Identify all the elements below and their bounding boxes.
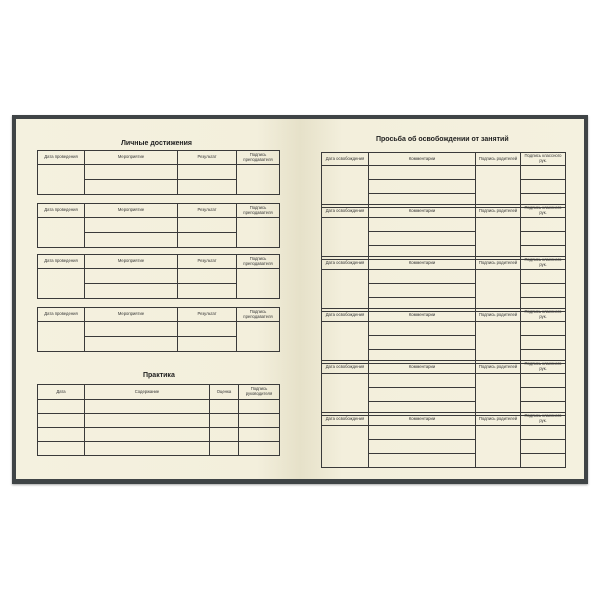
blank-cell[interactable]: [210, 442, 239, 456]
blank-cell[interactable]: [369, 336, 476, 350]
table-header-row: [322, 205, 566, 218]
header-cell: Подпись классного рук.: [521, 361, 566, 374]
achievement-table: [37, 203, 280, 248]
blank-cell[interactable]: [85, 218, 178, 233]
table-row: [38, 322, 280, 337]
blank-cell[interactable]: [239, 428, 280, 442]
blank-cell[interactable]: [476, 374, 521, 416]
blank-cell[interactable]: [369, 440, 476, 454]
header-cell: Подпись родителей: [476, 309, 521, 322]
blank-cell[interactable]: [476, 426, 521, 468]
header-cell: Комментарии: [369, 257, 476, 270]
blank-cell[interactable]: [521, 388, 566, 402]
right-page: [300, 119, 584, 479]
blank-cell[interactable]: [521, 218, 566, 232]
header-cell: Подпись классного рук.: [521, 309, 566, 322]
header-cell: Подпись классного рук.: [521, 413, 566, 426]
table-row: [38, 269, 280, 284]
blank-cell[interactable]: [178, 322, 237, 337]
blank-cell[interactable]: [521, 336, 566, 350]
header-cell: Дата освобождения: [322, 309, 369, 322]
blank-cell[interactable]: [178, 180, 237, 195]
blank-cell[interactable]: [521, 440, 566, 454]
header-cell: Результат: [178, 204, 237, 218]
blank-cell[interactable]: [476, 218, 521, 260]
table-row: [322, 218, 566, 232]
header-cell: Дата освобождения: [322, 413, 369, 426]
blank-cell[interactable]: [210, 414, 239, 428]
blank-cell[interactable]: [322, 374, 369, 416]
table-row: [38, 400, 280, 414]
blank-cell[interactable]: [38, 442, 85, 456]
blank-cell[interactable]: [369, 270, 476, 284]
achievements-title: Личные достижения: [121, 140, 192, 147]
blank-cell[interactable]: [476, 322, 521, 364]
blank-cell[interactable]: [38, 218, 85, 248]
table-row: [322, 166, 566, 180]
blank-cell[interactable]: [38, 400, 85, 414]
blank-cell[interactable]: [369, 426, 476, 440]
table-header-row: [38, 385, 280, 400]
achievement-table: [37, 307, 280, 352]
blank-cell[interactable]: [210, 428, 239, 442]
absence-title: Просьба об освобождении от занятий: [376, 136, 509, 143]
blank-cell[interactable]: [476, 270, 521, 312]
blank-cell[interactable]: [369, 218, 476, 232]
header-cell: Мероприятие: [85, 204, 178, 218]
blank-cell[interactable]: [521, 426, 566, 440]
table-row: [38, 428, 280, 442]
blank-cell[interactable]: [85, 284, 178, 299]
header-cell: Дата проведения: [38, 308, 85, 322]
header-cell: Подпись классного рук.: [521, 205, 566, 218]
blank-cell[interactable]: [237, 322, 280, 352]
table-row: [38, 165, 280, 180]
header-cell: Комментарии: [369, 205, 476, 218]
blank-cell[interactable]: [237, 165, 280, 195]
header-cell: Подпись классного рук.: [521, 257, 566, 270]
blank-cell[interactable]: [521, 374, 566, 388]
header-cell: Подпись родителей: [476, 153, 521, 166]
header-cell: Мероприятие: [85, 151, 178, 165]
blank-cell[interactable]: [178, 269, 237, 284]
blank-cell[interactable]: [369, 322, 476, 336]
blank-cell[interactable]: [369, 166, 476, 180]
header-cell: Комментарии: [369, 153, 476, 166]
header-cell: Результат: [178, 151, 237, 165]
header-cell: Дата освобождения: [322, 257, 369, 270]
blank-cell[interactable]: [85, 428, 210, 442]
practice-title: Практика: [143, 372, 175, 379]
blank-cell[interactable]: [85, 165, 178, 180]
achievement-table: [37, 254, 280, 299]
blank-cell[interactable]: [369, 388, 476, 402]
blank-cell[interactable]: [178, 284, 237, 299]
blank-cell[interactable]: [38, 414, 85, 428]
table-header-row: [322, 309, 566, 322]
blank-cell[interactable]: [85, 337, 178, 352]
header-cell: Комментарии: [369, 413, 476, 426]
blank-cell[interactable]: [521, 284, 566, 298]
header-cell: Мероприятие: [85, 255, 178, 269]
blank-cell[interactable]: [369, 374, 476, 388]
blank-cell[interactable]: [521, 454, 566, 468]
table-header-row: [38, 151, 280, 165]
table-row: [322, 374, 566, 388]
blank-cell[interactable]: [239, 400, 280, 414]
blank-cell[interactable]: [178, 165, 237, 180]
table-header-row: [322, 361, 566, 374]
header-cell: Подпись преподавателя: [237, 204, 280, 218]
header-cell: Комментарии: [369, 309, 476, 322]
table-row: [322, 270, 566, 284]
header-cell: Дата освобождения: [322, 205, 369, 218]
table-row: [38, 442, 280, 456]
blank-cell[interactable]: [85, 269, 178, 284]
blank-cell[interactable]: [369, 180, 476, 194]
blank-cell[interactable]: [85, 322, 178, 337]
blank-cell[interactable]: [476, 166, 521, 208]
header-cell: Дата освобождения: [322, 153, 369, 166]
blank-cell[interactable]: [38, 269, 85, 299]
table-header-row: [322, 413, 566, 426]
left-page: [16, 119, 300, 479]
blank-cell[interactable]: [38, 322, 85, 352]
achievement-table: [37, 150, 280, 195]
blank-cell[interactable]: [239, 414, 280, 428]
header-cell: Подпись классного рук.: [521, 153, 566, 166]
blank-cell[interactable]: [85, 442, 210, 456]
blank-cell[interactable]: [178, 233, 237, 248]
blank-cell[interactable]: [322, 322, 369, 364]
header-cell: Подпись родителей: [476, 361, 521, 374]
blank-cell[interactable]: [239, 442, 280, 456]
absence-table: [321, 360, 566, 416]
blank-cell[interactable]: [521, 166, 566, 180]
blank-cell[interactable]: [85, 414, 210, 428]
table-row: [322, 322, 566, 336]
header-cell: Результат: [178, 255, 237, 269]
header-cell: Дата: [38, 385, 85, 400]
header-cell: Подпись преподавателя: [237, 151, 280, 165]
blank-cell[interactable]: [322, 166, 369, 208]
header-cell: Результат: [178, 308, 237, 322]
blank-cell[interactable]: [85, 400, 210, 414]
blank-cell[interactable]: [521, 232, 566, 246]
header-cell: Подпись родителей: [476, 205, 521, 218]
blank-cell[interactable]: [521, 270, 566, 284]
blank-cell[interactable]: [369, 454, 476, 468]
table-row: [38, 414, 280, 428]
table-header-row: [322, 257, 566, 270]
table-header-row: [38, 308, 280, 322]
header-cell: Подпись преподавателя: [237, 255, 280, 269]
header-cell: Подпись руководителя: [239, 385, 280, 400]
absence-table: [321, 204, 566, 260]
header-cell: Дата проведения: [38, 255, 85, 269]
blank-cell[interactable]: [237, 269, 280, 299]
header-cell: Дата проведения: [38, 204, 85, 218]
header-cell: Дата освобождения: [322, 361, 369, 374]
blank-cell[interactable]: [322, 218, 369, 260]
blank-cell[interactable]: [178, 337, 237, 352]
header-cell: Дата проведения: [38, 151, 85, 165]
absence-table: [321, 152, 566, 208]
header-cell: Подпись родителей: [476, 257, 521, 270]
blank-cell[interactable]: [369, 284, 476, 298]
header-cell: Содержание: [85, 385, 210, 400]
table-row: [38, 218, 280, 233]
header-cell: Подпись родителей: [476, 413, 521, 426]
table-header-row: [322, 153, 566, 166]
blank-cell[interactable]: [322, 426, 369, 468]
header-cell: Оценка: [210, 385, 239, 400]
blank-cell[interactable]: [521, 180, 566, 194]
blank-cell[interactable]: [369, 232, 476, 246]
absence-table: [321, 412, 566, 468]
table-header-row: [38, 204, 280, 218]
blank-cell[interactable]: [322, 270, 369, 312]
table-header-row: [38, 255, 280, 269]
blank-cell[interactable]: [521, 322, 566, 336]
header-cell: Мероприятие: [85, 308, 178, 322]
blank-cell[interactable]: [85, 180, 178, 195]
absence-table: [321, 308, 566, 364]
blank-cell[interactable]: [85, 233, 178, 248]
blank-cell[interactable]: [38, 165, 85, 195]
practice-table: [37, 384, 280, 456]
table-row: [322, 426, 566, 440]
blank-cell[interactable]: [210, 400, 239, 414]
blank-cell[interactable]: [237, 218, 280, 248]
header-cell: Подпись преподавателя: [237, 308, 280, 322]
header-cell: Комментарии: [369, 361, 476, 374]
blank-cell[interactable]: [178, 218, 237, 233]
absence-table: [321, 256, 566, 312]
blank-cell[interactable]: [38, 428, 85, 442]
